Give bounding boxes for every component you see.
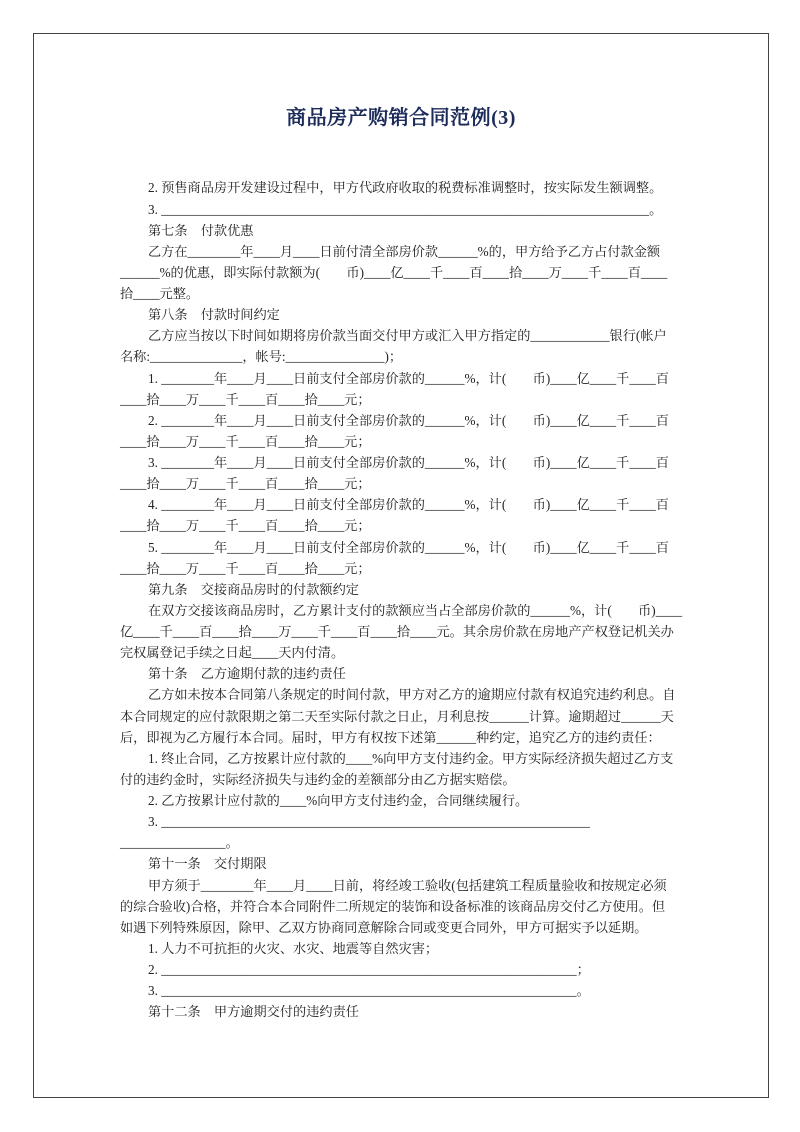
text-line: 3. ________年____月____日前支付全部房价款的______%，计( 币)____亿____千____百	[148, 455, 669, 471]
text-line: 的综合验收)合格，并符合本合同附件二所规定的装饰和设备标准的该商品房交付乙方使用。但	[120, 898, 666, 914]
paragraph	[120, 875, 710, 938]
list-item	[120, 368, 710, 410]
text-line: 第七条 付款优惠	[148, 222, 254, 238]
list-item	[120, 494, 710, 536]
text-line: 4. ________年____月____日前支付全部房价款的______%，计( 币)____亿____千____百	[148, 497, 669, 513]
list-item	[120, 537, 710, 579]
list-item	[120, 177, 710, 198]
list-item	[120, 790, 710, 811]
clause-heading	[120, 579, 710, 600]
text-line: 本合同规定的应付款限期之第二天至实际付款之日止，月利息按______计算。逾期超过______天	[120, 708, 674, 724]
text-line: 如遇下列特殊原因，除甲、乙双方协商同意解除合同或变更合同外，甲方可据实予以延期。	[120, 919, 648, 935]
text-line: 第十条 乙方逾期付款的违约责任	[148, 666, 346, 682]
text-line: 乙方在________年____月____日前付清全部房价款______%的，甲方给予乙方占付款金额	[148, 243, 661, 259]
text-line: 第十一条 交付期限	[148, 856, 267, 872]
paragraph	[120, 600, 710, 663]
text-line: ________________。	[120, 835, 239, 851]
clause-heading	[120, 304, 710, 325]
text-line: 3. __________________________________________________________________________。	[148, 201, 663, 217]
text-line: 2. ________年____月____日前支付全部房价款的______%，计( 币)____亿____千____百	[148, 412, 669, 428]
text-line: 1. 终止合同，乙方按累计应付款的____%向甲方支付违约金。甲方实际经济损失超过乙方支	[148, 750, 674, 766]
text-line: 乙方应当按以下时间如期将房价款当面交付甲方或汇入甲方指定的____________银行(帐户	[148, 328, 667, 344]
text-line: 1. ________年____月____日前支付全部房价款的______%，计( 币)____亿____千____百	[148, 370, 669, 386]
text-line: ______%的优惠，即实际付款额为( 币)____亿____千____百____拾____万____千____百____	[120, 264, 668, 280]
list-item	[120, 199, 710, 220]
text-line: 1. 人力不可抗拒的火灾、水灾、地震等自然灾害；	[148, 940, 439, 956]
text-line: 在双方交接该商品房时，乙方累计支付的款额应当占全部房价款的______%，计( 币)____	[148, 602, 683, 618]
paragraph	[120, 684, 710, 747]
text-line: 乙方如未按本合同第八条规定的时间付款，甲方对乙方的逾期应付款有权追究违约利息。自	[148, 687, 676, 703]
clause-heading	[120, 1001, 710, 1022]
text-line: 2. _______________________________________________________________；	[148, 962, 590, 978]
list-item	[120, 410, 710, 452]
list-item	[120, 959, 710, 980]
clause-heading	[120, 663, 710, 684]
paragraph	[120, 325, 710, 367]
paragraph	[120, 241, 710, 304]
text-line: 3. _______________________________________________________________。	[148, 983, 590, 999]
text-line: 第八条 付款时间约定	[148, 307, 280, 323]
text-line: ____拾____万____千____百____拾____元；	[120, 433, 371, 449]
list-item	[120, 980, 710, 1001]
list-item	[120, 811, 710, 853]
document-title: 商品房产购销合同范例(3)	[286, 107, 516, 129]
list-item	[120, 748, 710, 790]
text-line: 2. 预售商品房开发建设过程中，甲方代政府收取的税费标准调整时，按实际发生额调整。	[148, 180, 663, 196]
text-line: 甲方须于________年____月____日前，将经竣工验收(包括建筑工程质量验收和按规定必须	[148, 877, 667, 893]
text-line: ____拾____万____千____百____拾____元；	[120, 476, 371, 492]
text-line: ____拾____万____千____百____拾____元；	[120, 560, 371, 576]
text-line: 完权属登记手续之日起____天内付清。	[120, 645, 345, 661]
clause-heading	[120, 853, 710, 874]
text-line: ____拾____万____千____百____拾____元；	[120, 391, 371, 407]
clause-heading	[120, 220, 710, 241]
text-line: ____拾____万____千____百____拾____元；	[120, 518, 371, 534]
text-line: 名称:______________，帐号:_______________)；	[120, 349, 403, 365]
text-line: 3. _________________________________________________________________	[148, 814, 590, 830]
text-line: 第十二条 甲方逾期交付的违约责任	[148, 1004, 359, 1020]
list-item	[120, 938, 710, 959]
text-line: 付的违约金时，实际经济损失与违约金的差额部分由乙方据实赔偿。	[120, 771, 516, 787]
text-line: 5. ________年____月____日前支付全部房价款的______%，计( 币)____亿____千____百	[148, 539, 669, 555]
text-line: 后，即视为乙方履行本合同。届时，甲方有权按下述第______种约定，追究乙方的违约责任：	[120, 729, 661, 745]
list-item	[120, 452, 710, 494]
text-line: 2. 乙方按累计应付款的____%向甲方支付违约金，合同继续履行。	[148, 793, 529, 809]
text-line: 拾____元整。	[120, 286, 200, 302]
contract-body	[120, 177, 710, 1022]
text-line: 第九条 交接商品房时的付款额约定	[148, 581, 359, 597]
text-line: 亿____千____百____拾____万____千____百____拾____元。其余房价款在房地产产权登记机关办	[120, 624, 674, 640]
